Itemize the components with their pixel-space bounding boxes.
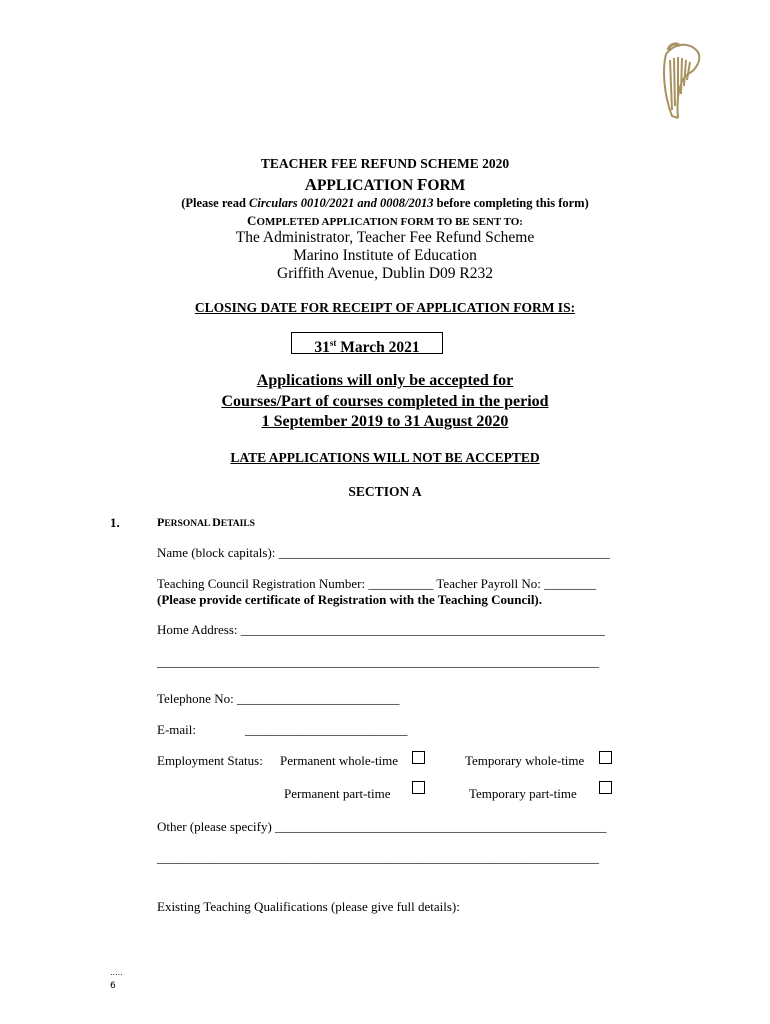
late-applications-notice: LATE APPLICATIONS WILL NOT BE ACCEPTED bbox=[230, 450, 540, 465]
sent-to-label bbox=[0, 213, 770, 229]
circulars-ref: Circulars 0010/2021 and 0008/2013 bbox=[249, 196, 434, 210]
section-number: 1. bbox=[110, 515, 120, 530]
circulars-pre: (Please read bbox=[181, 196, 250, 210]
circulars-note bbox=[0, 196, 770, 211]
registration-payroll-field[interactable]: Teaching Council Registration Number: __________ Teacher Payroll No: ________ bbox=[157, 576, 597, 591]
section-title: SECTION A bbox=[348, 484, 422, 499]
home-address-field[interactable]: Home Address: ________________________________________________________ bbox=[157, 622, 605, 637]
form-title-initial-f: F bbox=[417, 175, 428, 194]
date-day: 31 bbox=[314, 339, 330, 357]
temporary-whole-time-label: Temporary whole-time bbox=[465, 753, 585, 768]
permanent-whole-time-checkbox[interactable] bbox=[412, 751, 425, 764]
address-line-1: The Administrator, Teacher Fee Refund Scheme bbox=[235, 229, 535, 246]
temporary-part-time-checkbox[interactable] bbox=[599, 781, 612, 794]
date-suffix: st bbox=[329, 338, 337, 348]
closing-date-box bbox=[291, 332, 443, 357]
registration-note: (Please provide certificate of Registration with the Teaching Council). bbox=[157, 592, 543, 607]
form-title-part2: ORM bbox=[427, 177, 466, 194]
employment-status-label: Employment Status: bbox=[157, 753, 263, 768]
circulars-post: before completing this form) bbox=[433, 196, 589, 210]
heading-initial-d: D bbox=[212, 515, 221, 529]
permanent-part-time-label: Permanent part-time bbox=[284, 786, 391, 801]
footer-dots: ..... bbox=[110, 968, 123, 977]
heading-initial-p: P bbox=[157, 515, 165, 529]
address-line-3: Griffith Avenue, Dublin D09 R232 bbox=[277, 265, 493, 282]
home-address-line-2[interactable]: ____________________________________________________________________ bbox=[157, 654, 599, 669]
harp-emblem-icon bbox=[658, 40, 704, 120]
permanent-part-time-checkbox[interactable] bbox=[412, 781, 425, 794]
sent-to-rest: OMPLETED APPLICATION FORM TO BE SENT TO: bbox=[256, 216, 523, 228]
notice-line-2: Courses/Part of courses completed in the period bbox=[221, 393, 549, 410]
heading-part1: ERSONAL bbox=[164, 519, 213, 529]
address-line-2: Marino Institute of Education bbox=[293, 247, 477, 264]
form-title-part1: PPLICATION bbox=[316, 177, 418, 194]
other-specify-line-2[interactable]: ____________________________________________________________________ bbox=[157, 850, 599, 865]
notice-line-3: 1 September 2019 to 31 August 2020 bbox=[261, 413, 509, 430]
form-title bbox=[0, 175, 770, 195]
form-title-initial-a: A bbox=[304, 175, 317, 194]
permanent-whole-time-label: Permanent whole-time bbox=[280, 753, 399, 768]
name-field[interactable]: Name (block capitals): ___________________________________________________ bbox=[157, 545, 611, 560]
personal-details-heading bbox=[157, 515, 255, 530]
page-number: 6 bbox=[110, 981, 116, 991]
telephone-field[interactable]: Telephone No: _________________________ bbox=[157, 691, 400, 706]
scheme-title: TEACHER FEE REFUND SCHEME 2020 bbox=[260, 156, 510, 171]
email-label: E-mail: bbox=[157, 722, 196, 737]
heading-part2: ETAILS bbox=[220, 519, 255, 529]
notice-line-1: Applications will only be accepted for bbox=[256, 372, 514, 389]
closing-date-label: CLOSING DATE FOR RECEIPT OF APPLICATION FORM IS: bbox=[194, 300, 576, 315]
other-specify-field[interactable]: Other (please specify) ___________________________________________________ bbox=[157, 819, 607, 834]
date-month-year: March 2021 bbox=[336, 339, 420, 357]
email-field[interactable]: _________________________ bbox=[245, 722, 408, 737]
temporary-whole-time-checkbox[interactable] bbox=[599, 751, 612, 764]
sent-to-initial: C bbox=[247, 213, 257, 228]
temporary-part-time-label: Temporary part-time bbox=[469, 786, 577, 801]
existing-qualifications-label: Existing Teaching Qualifications (please give full details): bbox=[157, 899, 460, 914]
